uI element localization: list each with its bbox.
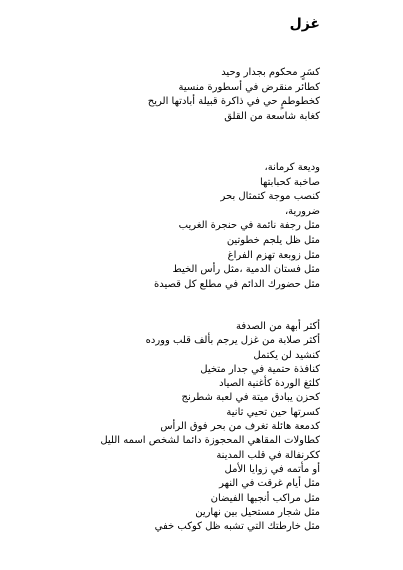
poem-line: كسَرٍ محكوم بجدار وحيد [221, 67, 320, 78]
stanza-2 [154, 161, 320, 292]
poem-line: مثل ظل يلجم خطوتين [226, 234, 320, 246]
poem-line: ككرنفالة في قلب المدينة [216, 449, 320, 461]
poem-line: مثل خارطتك التي تشبه ظل كوكب خفي [154, 521, 320, 533]
poem-line: مثل حضورك الدائم في مطلع كل قصيدة [153, 278, 320, 290]
poem-line: صاخبة كحبابتها [259, 176, 320, 188]
stanza-1 [148, 66, 320, 124]
poem-line: أكثر أبهة من الصدفة [236, 321, 320, 332]
poem-line: كخطوطمٍ حي في ذاكرة قبيلة أبادتها الريح [147, 96, 320, 108]
poem-line: كنصب موجة كتمثال بحر [220, 191, 320, 203]
poem-line: كنشيد لن يكتمل [253, 349, 320, 361]
poem-line: وديعة كرمانة، [264, 162, 320, 173]
poem-line: ضرورية، [284, 205, 320, 217]
poem-line: مثل شجار مستحيل بين نهارين [195, 506, 320, 518]
poem-line: كدمعة هائلة تغرف من بحر فوق الرأس [160, 421, 320, 433]
poem-line: مثل رجفة نائمة في حنجرة الغريب [178, 220, 320, 232]
poem-line: كسرتها حين تحيي ثانية [226, 406, 320, 418]
stanza-3 [100, 320, 320, 534]
poem-line: مثل أيام غرقت في النهر [219, 478, 320, 490]
poem-line: كلثغ الوردة كأغنية الصياد [219, 378, 320, 390]
poem-line: كطاولات المقاهي المحجوزة دائما لشخص اسمه الليل [100, 435, 320, 447]
poem-line: أو مأتمه في زوايا الأمل [224, 463, 320, 475]
poem-line: كغابة شاسعة من القلق [224, 110, 320, 122]
poem-line: كطائر منقرض في أسطورة منسية [178, 81, 320, 93]
poem-line: مثل فستان الدمية ،مثل رأس الخيط [172, 264, 320, 276]
poem-line: أكثر صلابة من غزل يرجم بألف قلب وورده [145, 335, 320, 347]
poem-line: كنافذة حتمية في جدار متخيل [200, 363, 320, 375]
poem-line: مثل مراكب أنجبها الفيضان [210, 492, 320, 504]
poem-line: كحزن يبادق ميتة في لعبة شطرنج [181, 392, 320, 404]
poem-line: مثل زوبعة تهزم الفراغ [227, 249, 320, 261]
poem-title: غزل [289, 16, 320, 32]
